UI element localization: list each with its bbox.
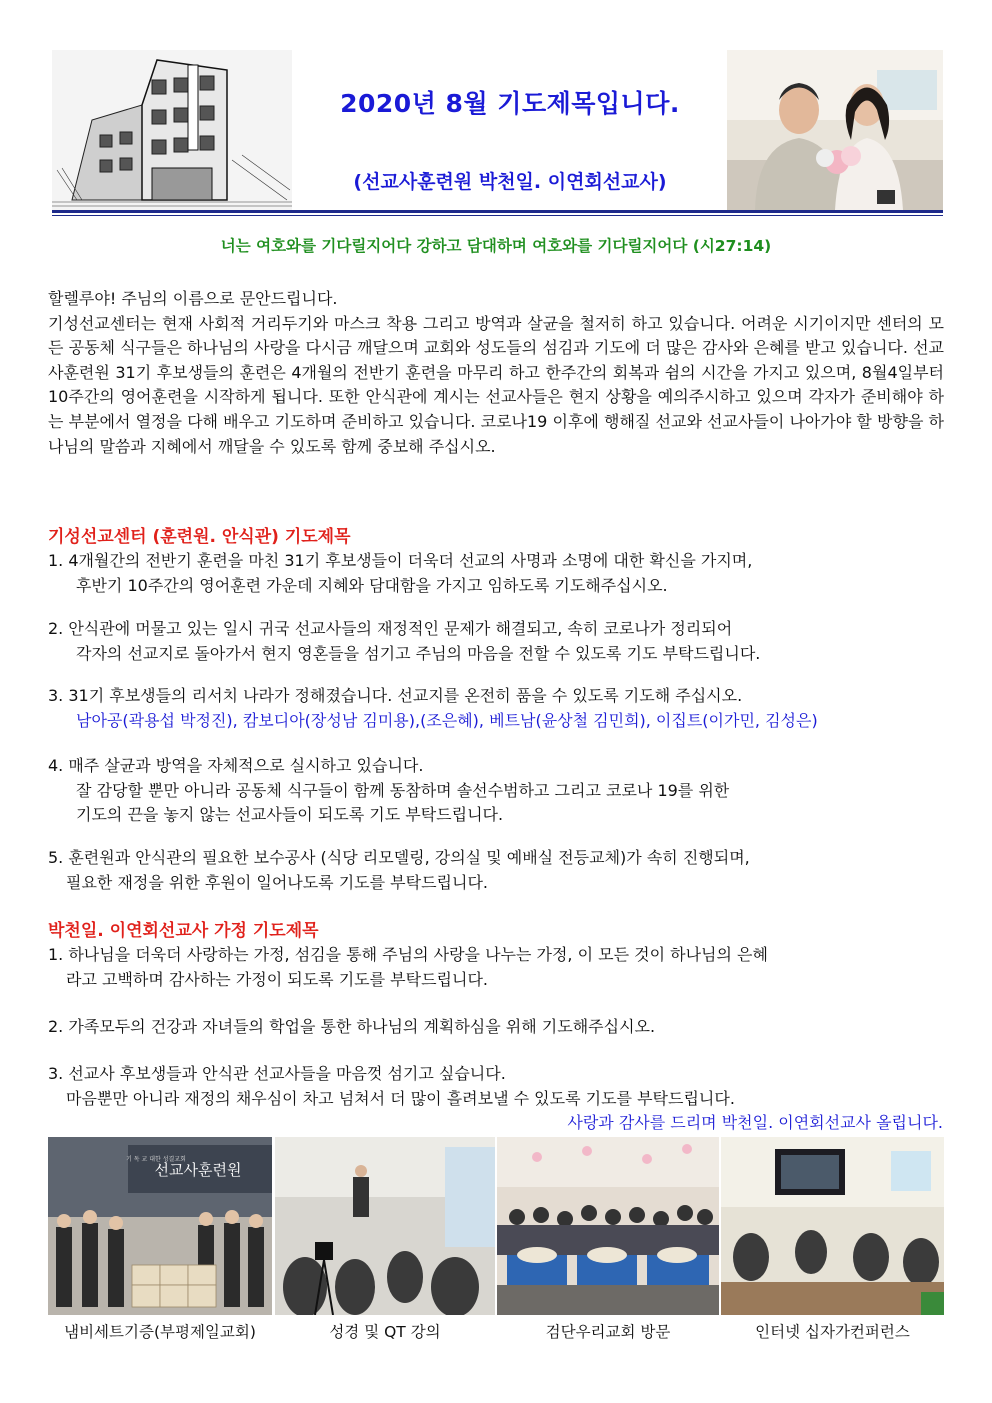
section1-item-2: 2. 안식관에 머물고 있는 일시 귀국 선교사들의 재정적인 문제가 해결되고, 속히 코로나가 정리되어 각자의 선교지로 돌아가서 현지 영혼들을 섬기고 주님의 마음을 전할 수 있도록 기도 부탁드립니다. xyxy=(48,619,761,663)
photo-strip xyxy=(48,1137,944,1315)
page-subtitle: (선교사훈련원 박천일. 이연회선교사) xyxy=(353,171,667,193)
section2-item-1: 1. 하나님을 더욱더 사랑하는 가정, 섬김을 통해 주님의 사랑을 나누는 가정, 이 모든 것이 하나님의 은혜 라고 고백하며 감사하는 가정이 되도록 기도를 부탁드립니다. xyxy=(48,945,768,989)
section2-heading: 박천일. 이연회선교사 가정 기도제목 xyxy=(48,921,319,941)
section1-item-5: 5. 훈련원과 안식관의 필요한 보수공사 (식당 리모델링, 강의실 및 예배실 전등교체)가 속히 진행되며, 필요한 재정을 위한 후원이 일어나도록 기도를 부탁드립니다. xyxy=(48,848,750,892)
signature-line: 사랑과 감사를 드리며 박천일. 이연회선교사 올립니다. xyxy=(567,1113,943,1132)
research-countries-list: 남아공(곽용섭 박정진), 캄보디아(장성남 김미용),(조은혜), 베트남(윤상철 김민희), 이집트(이가민, 김성은) xyxy=(76,710,818,730)
page-title: 2020년 8월 기도제목입니다. xyxy=(340,89,680,118)
section1-item-1: 1. 4개월간의 전반기 훈련을 마친 31기 후보생들이 더욱더 선교의 사명과 소명에 대한 확신을 가지며, 후반기 10주간의 영어훈련 가운데 지혜와 담대함을 가지고 임하도록 기도해주십시오. xyxy=(48,551,753,595)
building-sketch-image xyxy=(52,50,292,210)
section1-item-4: 4. 매주 살균과 방역을 자체적으로 실시하고 있습니다. 잘 감당할 뿐만 아니라 공동체 식구들이 함께 동참하며 솔선수범하고 그리고 코로나 19를 위한 기도의 끈을 놓지 않는 선교사들이 되도록 기도 부탁드립니다. xyxy=(48,756,730,824)
section2-item-2: 2. 가족모두의 건강과 자녀들의 학업을 통한 하나님의 계획하심을 위해 기도해주십시오. xyxy=(48,1017,656,1036)
scripture-verse: 너는 여호와를 기다릴지어다 강하고 담대하며 여호와를 기다릴지어다 (시27:14) xyxy=(220,237,772,255)
section1-item-3: 3. 31기 후보생들의 리서치 나라가 정해졌습니다. 선교지를 온전히 품을 수 있도록 기도해 주십시오. 남아공(곽용섭 박정진), 캄보디아(장성남 김미용),(조은혜), 베트남(윤상철 김민희), 이집트(이가민, 김성은) xyxy=(48,684,948,733)
intro-body-text: 기성선교센터는 현재 사회적 거리두기와 마스크 착용 그리고 방역과 살균을 철저히 하고 있습니다. 어려운 시기이지만 센터의 모든 공동체 식구들은 하나님의 사랑을 다시금 깨달으며 교회와 성도들의 섬김과 기도에 더 많은 감사와 은혜를 받고 있습니다. 선교사훈련원 31기 후보생들의 훈련은 4개월의 전반기 훈련을 마무리 하고 한주간의 회복과 쉼의 시간을 가지고 있으며, 8월4일부터 10주간의 영어훈련을 시작하게 됩니다. 또한 안식관에 계시는 선교사들은 현지 상황을 예의주시하고 있으며 각자가 준비해야 하는 부분에서 열정을 다해 배우고 기도하며 준비하고 있습니다. 코로나19 이후에 행해질 선교와 선교사들이 나아가야 할 방향을 하나님의 말씀과 지혜에서 깨달을 수 있도록 함께 중보해 주십시오. xyxy=(48,313,944,456)
caption-church-visit: 검단우리교회 방문 xyxy=(545,1323,671,1341)
photo-geomdan-church-visit xyxy=(497,1137,719,1315)
section1-heading: 기성선교센터 (훈련원. 안식관) 기도제목 xyxy=(48,527,351,547)
caption-internet-conference: 인터넷 십자가컨퍼런스 xyxy=(755,1323,910,1341)
intro-paragraph xyxy=(48,287,944,459)
header-divider xyxy=(52,210,943,213)
greeting-text: 할렐루야! 주님의 이름으로 문안드립니다. xyxy=(48,289,338,308)
caption-pot-set-donation: 냄비세트기증(부평제일교회) xyxy=(64,1323,256,1341)
photo-bible-qt-lecture xyxy=(275,1137,495,1315)
header-divider-thin xyxy=(52,215,943,216)
training-center-sign-text: 선교사훈련원 xyxy=(154,1161,242,1179)
caption-bible-qt-lecture: 성경 및 QT 강의 xyxy=(329,1323,441,1341)
photo-pot-set-donation xyxy=(48,1137,272,1315)
photo-internet-cross-conference xyxy=(721,1137,944,1315)
section2-item-3: 3. 선교사 후보생들과 안식관 선교사들을 마음껏 섬기고 싶습니다. 마음뿐만 아니라 재정의 채우심이 차고 넘쳐서 더 많이 흘려보낼 수 있도록 기도를 부탁드립니다. xyxy=(48,1064,735,1108)
church-sign-small-text: 기 독 교 대한 성결교회 xyxy=(126,1156,186,1163)
missionary-couple-photo xyxy=(727,50,943,210)
